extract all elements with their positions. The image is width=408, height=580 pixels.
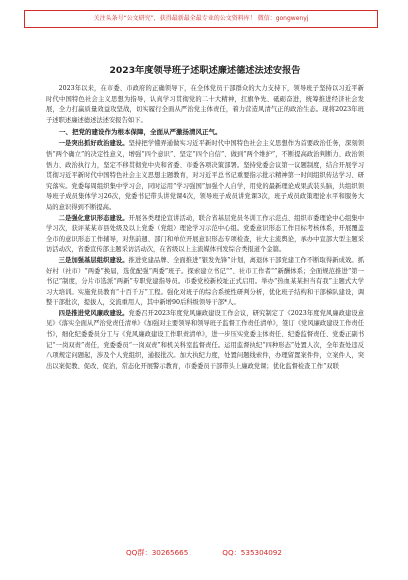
promo-banner-text: 关注头条号“公文研究”，获得最新最全最专业的公文资料库！ 微信：gongwenyj: [93, 15, 309, 22]
qq-text: QQ：535304092: [222, 548, 282, 557]
item-paragraph-1: [46, 139, 364, 213]
item-paragraph-4: [46, 309, 364, 373]
item-heading-2: 二是强化意识形态建设。: [58, 214, 129, 222]
item-heading-1: 一是突出抓好政治建设。: [58, 140, 129, 148]
qq-group-text: QQ群：30265665: [126, 548, 189, 557]
section-heading-1: 一、把党的建设作为根本保障，全面从严激扬清风正气。: [59, 128, 222, 137]
item-body-2: 开展各类理论宣讲活动，联合省基层党员冬训工作示范点、组织市委理论中心组集中学习次，获评某某市县处级及以上党委（党组）理论学习示范中心组。党委意识形态工作目标考核体系，开展覆盖全市的意识形态工作辅导，对焦前週、部门和单位开展意识形态专项检查，社大主流舆论，承办中宣部大型主题采访活动次，省委宣传部主题采访活动次，在省级以上主流媒体刊发综合类报道个金篇。: [46, 214, 365, 254]
promo-banner: [24, 10, 378, 28]
item-body-3: 推进党建品牌、全面推进“银发先锋”计划，离退休干部党建工作不断取得新成效。抓好村（社市）“两委”换届，选优配强“两委”班子。探索建立书记“”、社市工作者“”新酬体系；全面规范推进“第一书记”制度，分片市选派“两新”专职党建指导员。市委党校新校址正式启用。举办“热血某某担当有我”主题式大学习大培训。实施党员教育“十百千万”工程。强化对班子的综合系统性研判分析，优化班子结构和干部梯队建设，调整干部批次，提拔人，交流重用人，其中新增90后科级领导干部*人。: [46, 256, 364, 307]
item-paragraph-3: [46, 256, 364, 309]
item-heading-4: 四是推进党风廉政建设。: [58, 309, 129, 317]
document-title: 2023年度领导班子述职述廉述德述法述安报告: [109, 65, 301, 76]
item-heading-3: 三是加强基层组织建设。: [58, 256, 129, 264]
item-body-4: 党委召开2023年度党风廉政建设工作会议，研究制定了《2023年度党风廉政建设意见》《落实全面从严治党责任清单》《加强对主要领导和领导班子监督工作责任清单》，签订《党风廉政建设工作责任书》，细化纪委委员分工与《党风廉政建设工作职责清单》，进一步压实党委主体责任、纪委监督责任、党委正副书记“一岗双责”责任，党委委员“一岗双责”和机关科室监督责任。运用监督执纪“四种形态”处置人次，全年查处违反八项规定问题起，涉及个人党组织，通报批次。加大执纪力度，处置问题线索件，办理留置案件件，立案件人，突出以案促教、促改、促治，常态化开展警示教育，市委委员干部带头上廉政党课；优化监督检查工作“双联: [46, 309, 364, 370]
document-body: [46, 64, 364, 372]
item-body-1: 坚持把学懂弄通做实习近平新时代中国特色社会主义思想作为首要政治任务，深刻领悟“两个确立”的决定性意义，增强“四个意识”、坚定“四个自信”、做到“两个维护”，不断提高政治判断力、政治领悟力、政治执行力，坚定不移贯彻党中央和省委、市委各项决策部署。坚持党委会议第一议题制度，结合开展学习贯彻习近平新时代中国特色社会主义思想主题教育，对习近平总书记重要指示批示精神第一时间组织传达学习、研究落实。党委每周组织集中学习会，同时运用“学习强国”加强个人自学，用党的最新理论成果武装头脑，共组织领导班子成员集体学习26次，党委书记带头讲党课4次，领导班子成员讲党课3次，班子成员政策理论水平和服务大局的意识得到不断提高。: [46, 140, 365, 211]
intro-paragraph: 2023年以来，在市委、市政府的正确领导下，在全体党员干部群众的大力支持下，领导班子坚持以习近平新时代中国特色社会主义思想为指导，认真学习贯彻党的二十大精神，扛旗争先、砥砺奋进，统筹推进经济社会发展，全力打赢质量效益攻坚战，切实履行全面从严治党主体责任，着力营造风清气正的政治生态。现将2023年班子述职述廉述德述法述安报告如下。: [46, 85, 364, 124]
contact-footer: [0, 547, 408, 559]
item-paragraph-2: [46, 214, 364, 256]
